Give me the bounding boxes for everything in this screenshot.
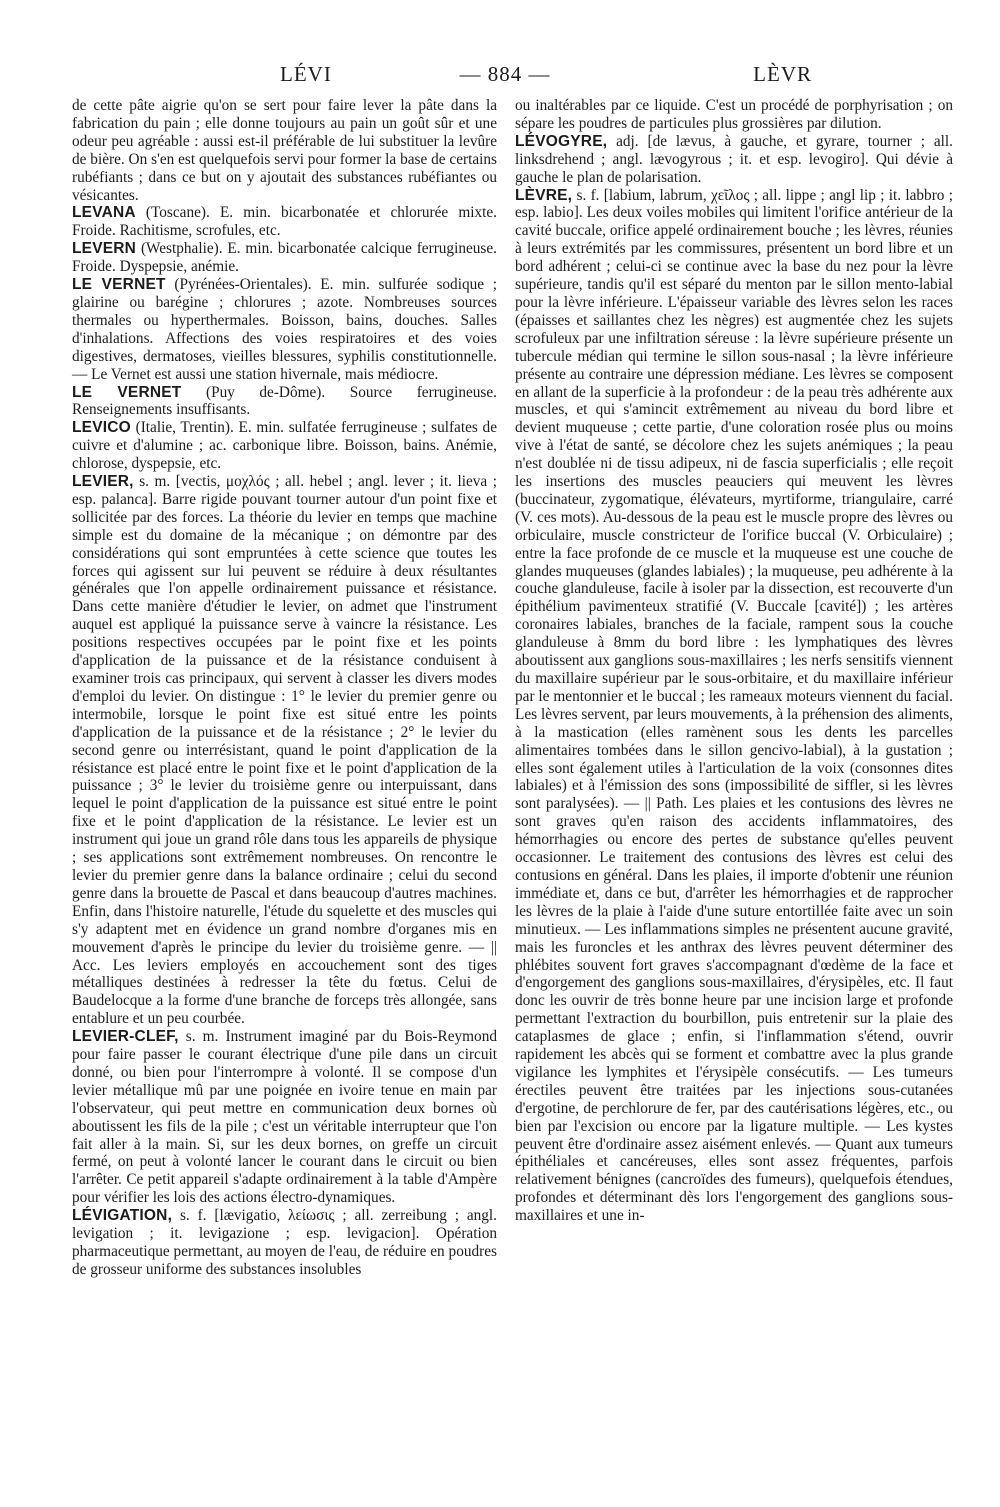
headword: LEVANA bbox=[72, 204, 136, 222]
headword: LÈVRE, bbox=[515, 186, 573, 204]
page-number: — 884 — bbox=[459, 62, 551, 86]
left-column bbox=[72, 97, 497, 1279]
headword: LEVICO bbox=[72, 419, 131, 437]
entry-le-vernet-pdd: LE VERNET (Puy de-Dôme). Source ferrugineuse. Renseignements insuffisants. bbox=[72, 383, 497, 419]
entry-continuation: ou inaltérables par ce liquide. C'est un procédé de porphyrisation ; on sépare les poudres de particules plus grossières par dilution. bbox=[515, 97, 953, 132]
entry-levier-clef: LEVIER-CLEF, s. m. Instrument imaginé par du Bois-Reymond pour faire passer le courant électrique d'une pile dans un circuit donné, ou bien pour l'interrompre à volonté. Il se compose d'un levier métallique mû par une poignée en ivoire tenue en main par l'observateur, qui peut mettre en communication deux bornes où aboutissent les fils de la pile ; c'est un véritable interrupteur que l'on fait aller à la main. Si, sur les deux bornes, on greffe un circuit fermé, on peut à volonté lancer le courant dans le circuit ou bien l'arrêter. Ce petit appareil s'adapte ordinairement à la table d'Ampère pour vérifier les lois des actions électro-dynamiques. bbox=[72, 1028, 497, 1207]
entry-continuation: de cette pâte aigrie qu'on se sert pour faire lever la pâte dans la fabrication du pain ; elle donne toujours au pain un goût sûr et une odeur peu agréable : aussi est-il préférable de lui substituer la levûre de bière. On s'en est quelquefois servi pour former la base de certains rubéfiants ; dans ce but on y ajoutait des substances rubéfiantes ou vésicantes. bbox=[72, 97, 497, 204]
entry-levigation: LÉVIGATION, s. f. [lævigatio, λείωσις ; all. zerreibung ; angl. levigation ; it. levigazione ; esp. levigacion]. Opération pharmaceutique permettant, au moyen de l'eau, de réduire en poudres de grosseur uniforme des substances insolubles bbox=[72, 1207, 497, 1278]
entry-le-vernet-po: LE VERNET (Pyrénées-Orientales). E. min. sulfurée sodique ; glairine ou barégine ; chlorures ; azote. Nombreuses sources thermales ou hyperthermales. Boisson, bains, douches. Salles d'inhalations. Affections des voies respiratoires et des voies digestives, dermatoses, vieilles blessures, syphilis constitutionnelle. — Le Vernet est aussi une station hivernale, mais médiocre. bbox=[72, 276, 497, 383]
headword: LÉVOGYRE, bbox=[515, 132, 608, 150]
entry-levre: LÈVRE, s. f. [labium, labrum, χεῖλος ; all. lippe ; angl lip ; it. labbro ; esp. labio]. Les deux voiles mobiles qui limitent l'orifice antérieur de la cavité buccale, orifice appelé ordinairement bouche ; les lèvres, réunies à leurs extrémités par les commissures, présentent un bord libre et un bord adhérent ; celui-ci se continue avec la base du nez pour la lèvre supérieure, tandis qu'il est séparé du menton par le sillon mento-labial pour la lèvre inférieure. L'épaisseur variable des lèvres selon les races (épaisses et saillantes chez les nègres) est augmentée chez les sujets scrofuleux par une infiltration séreuse : la lèvre supérieure présente un tubercule médian qui termine le sillon sous-nasal ; la lèvre inférieure présente au contraire une dépression médiane. Les lèvres se composent en allant de la superficie à la profondeur : de la peau très adhérente aux muscles, et qui s'amincit extrêmement au niveau du bord libre et devient muqueuse ; cette partie, d'une coloration rosée plus ou moins vive à l'état de santé, se décolore chez les sujets anémiques ; la peau n'est doublée ni de tissu adipeux, ni de fascia superficialis ; elle reçoit les insertions des muscles peauciers qui meuvent les lèvres (buccinateur, zygomatique, élévateurs, myrtiforme, triangulaire, carré (V. ces mots). Au-dessous de la peau est le muscle propre des lèvres ou orbiculaire, muscle constricteur de l'orifice buccal (V. Orbiculaire) ; entre la face profonde de ce muscle et la muqueuse est une couche de glandes muqueuses (glandes labiales) ; la muqueuse, peu adhérente à la couche glanduleuse, facile à isoler par la dissection, est recouverte d'un épithélium pavimenteux stratifié (V. Buccale [cavité]) ; les artères coronaires labiales, branches de la faciale, rampent sous la couche glanduleuse à 8mm du bord libre : les lymphatiques des lèvres aboutissent aux ganglions sous-maxillaires ; les nerfs sensitifs viennent du maxillaire supérieur par le sous-orbitaire, et du maxillaire inférieur par le mentonnier et le buccal ; les rameaux moteurs viennent du facial. Les lèvres servent, par leurs mouvements, à la préhension des aliments, à la mastication (elles ramènent sous les dents les parcelles alimentaires tombées dans le sillon gencivo-labial), à la gustation ; elles sont également utiles à l'articulation de la voix (consonnes dites labiales) et à l'émission des sons (impossibilité de siffler, si les lèvres sont paralysées). — || Path. Les plaies et les contusions des lèvres ne sont graves qu'en raison des accidents inflammatoires, des hémorrhagies ou encore des pertes de substance qu'elles peuvent occasionner. Le traitement des contusions des lèvres est celui des contusions en général. Dans les plaies, il importe d'obtenir une réunion immédiate et, dans ce but, d'arrêter les hémorrhagies et de rapprocher les lèvres de la plaie à l'aide d'une suture entortillée faite avec un soin minutieux. — Les inflammations simples ne présentent aucune gravité, mais les furoncles et les anthrax des lèvres peuvent déterminer des phlébites souvent fort graves s'accompagnant d'œdème de la face et d'engorgement des ganglions sous-maxillaires, d'érysipèles, etc. Il faut donc les ouvrir de très bonne heure par une incision large et profonde permettant l'extraction du bourbillon, puis entretenir sur la plaie des cataplasmes de glace ; enfin, si l'inflammation s'étend, ouvrir rapidement les abcès qui se forment et combattre avec la plus grande vigilance les lymphites et l'érysipèle consécutifs. — Les tumeurs érectiles peuvent être traitées par les injections sous-cutanées d'ergotine, de perchlorure de fer, par des cautérisations légères, etc., ou bien par l'excision ou encore par la ligature multiple. — Les kystes peuvent être d'ordinaire assez aisément enlevés. — Quant aux tumeurs épithéliales et cancéreuses, elles sont assez fréquentes, parfois relativement bénignes (cancroïdes des fumeurs), quelquefois étendues, profondes et déterminant dès lors l'engorgement des ganglions sous-maxillaires et une in- bbox=[515, 186, 953, 1225]
entry-levico: LEVICO (Italie, Trentin). E. min. sulfatée ferrugineuse ; sulfates de cuivre et d'alumine ; ac. carbonique libre. Boisson, bains. Anémie, chlorose, dyspepsie, etc. bbox=[72, 419, 497, 473]
right-column bbox=[515, 97, 953, 1225]
entry-levern: LEVERN (Westphalie). E. min. bicarbonatée calcique ferrugineuse. Froide. Dyspepsie, anémie. bbox=[72, 240, 497, 276]
header-right-word: LÈVR bbox=[753, 62, 812, 86]
headword: LE VERNET bbox=[72, 276, 166, 294]
headword: LÉVIGATION, bbox=[72, 1207, 173, 1225]
headword: LE VERNET bbox=[72, 383, 182, 401]
entry-levana: LEVANA (Toscane). E. min. bicarbonatée et chlorurée mixte. Froide. Rachitisme, scrofules, etc. bbox=[72, 204, 497, 240]
entry-levogyre: LÉVOGYRE, adj. [de lævus, à gauche, et gyrare, tourner ; all. linksdrehend ; angl. lævogyrous ; it. et esp. levogiro]. Qui dévie à gauche le plan de polarisation. bbox=[515, 132, 953, 186]
headword: LEVERN bbox=[72, 240, 137, 258]
header-left-word: LÉVI bbox=[280, 62, 332, 86]
entry-levier: LEVIER, s. m. [vectis, μοχλός ; all. hebel ; angl. lever ; it. lieva ; esp. palanca]. Barre rigide pouvant tourner autour d'un point fixe et sollicitée par des forces. La théorie du levier en temps que machine simple est du domaine de la mécanique ; on démontre par des considérations qui sont empruntées à cette science que toutes les forces qui agissent sur lui peuvent se réduire à deux résultantes générales que l'on appelle ordinairement puissance et résistance. Dans cette manière d'étudier le levier, on admet que l'instrument auquel est appliqué la puissance serve à vaincre la résistance. Les positions respectives occupées par le point fixe et les points d'application de la puissance et de la résistance conduisent à examiner trois cas principaux, qui servent à classer les divers modes d'emploi du levier. On distingue : 1° le levier du premier genre ou intermobile, lorsque le point fixe est situé entre les points d'application de la puissance et de la résistance ; 2° le levier du second genre ou interrésistant, quand le point d'application de la résistance est placé entre le point fixe et le point d'application de la puissance ; 3° le levier du troisième genre ou interpuissant, dans lequel le point d'application de la puissance est situé entre le point fixe et le point d'application de la résistance. Le levier est un instrument qui joue un grand rôle dans tous les appareils de physique ; ses applications sont extrêmement nombreuses. On rencontre le levier du premier genre dans la balance ordinaire ; celui du second genre dans la brouette de Pascal et dans beaucoup d'autres machines. Enfin, dans l'histoire naturelle, l'étude du squelette et des muscles qui s'y adaptent met en évidence un grand nombre d'organes mis en mouvement d'après le principe du levier du troisième genre. — || Acc. Les leviers employés en accouchement sont des tiges métalliques destinées à redresser la tête du fœtus. Celui de Baudelocque a la forme d'une branche de forceps très allongée, sans entablure et un peu courbée. bbox=[72, 473, 497, 1028]
headword: LEVIER, bbox=[72, 473, 134, 491]
headword: LEVIER-CLEF, bbox=[72, 1028, 179, 1046]
running-header bbox=[70, 62, 940, 92]
